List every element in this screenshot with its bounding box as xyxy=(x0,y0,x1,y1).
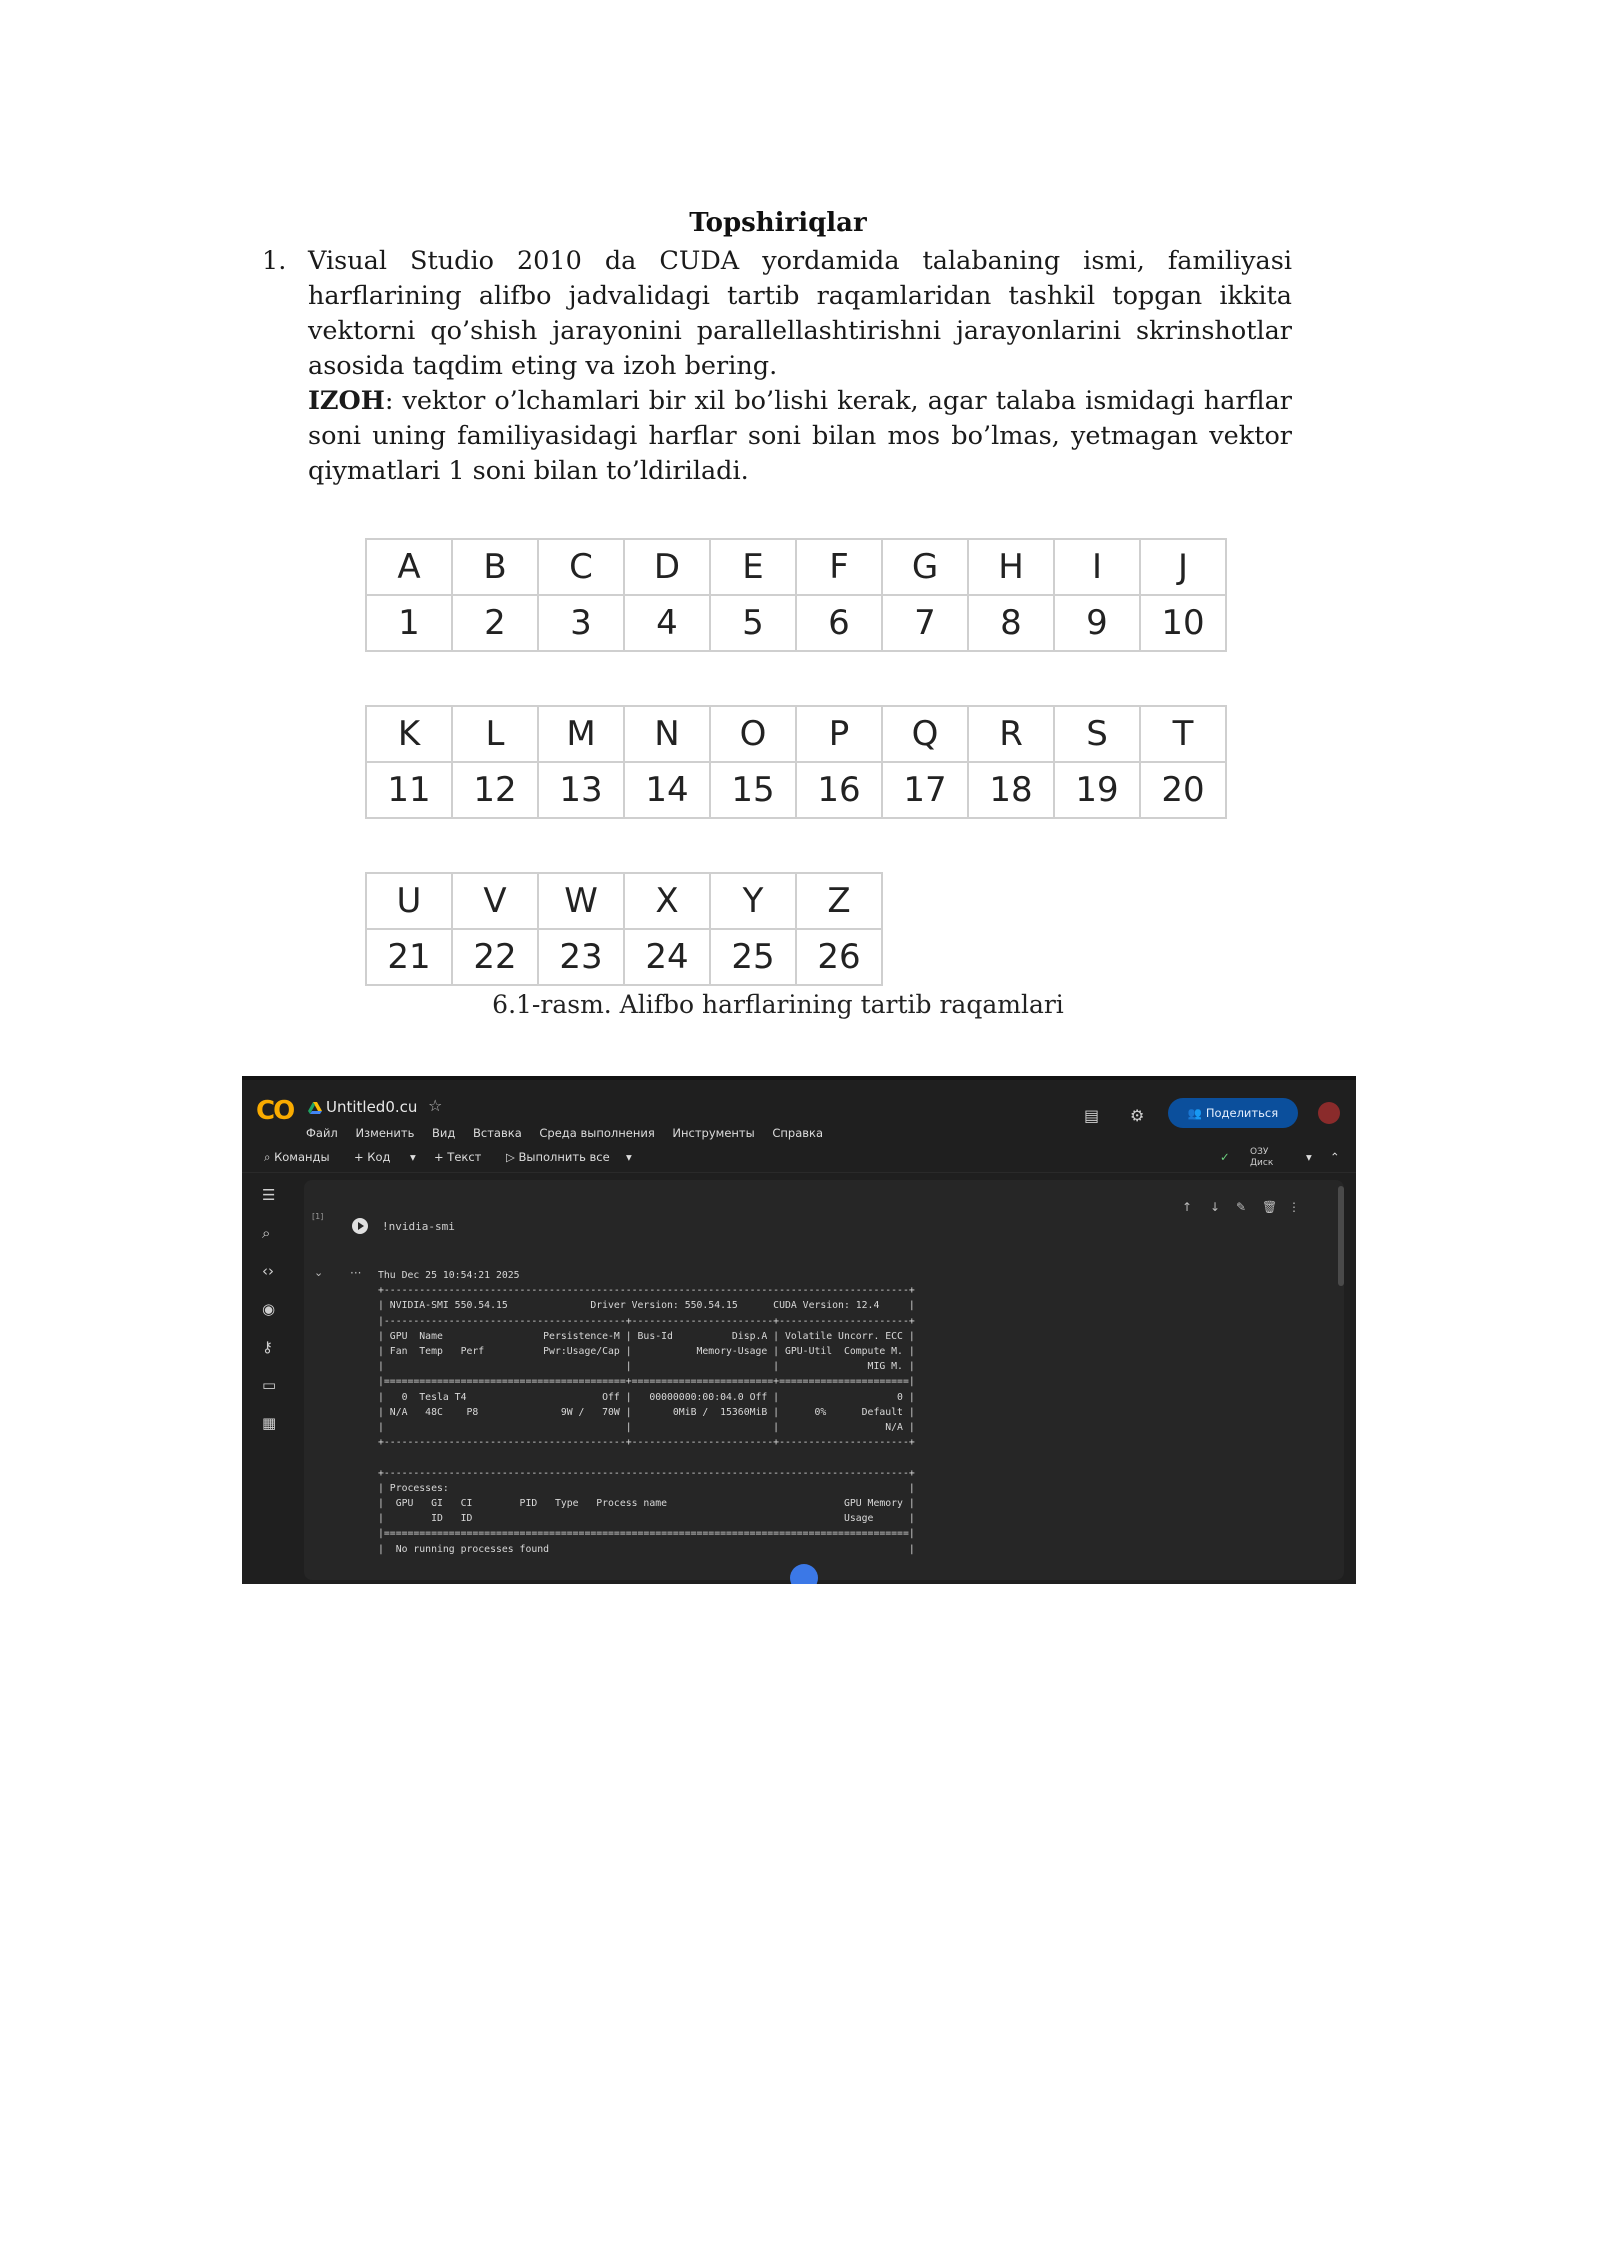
colab-logo[interactable]: CO xyxy=(256,1096,294,1126)
number-cell: 6 xyxy=(796,595,882,651)
number-row xyxy=(366,762,1226,818)
add-code-button[interactable]: + Код xyxy=(354,1150,391,1164)
drive-icon xyxy=(308,1102,322,1114)
commands-button[interactable] xyxy=(264,1150,330,1165)
number-cell: 9 xyxy=(1054,595,1140,651)
resource-indicator[interactable] xyxy=(1250,1147,1273,1169)
left-sidebar xyxy=(242,1176,300,1584)
letter-cell: H xyxy=(968,539,1054,595)
letter-cell: O xyxy=(710,706,796,762)
delete-icon[interactable]: 🗑 xyxy=(1262,1200,1278,1214)
izoh-label: IZOH xyxy=(308,386,385,416)
number-cell: 15 xyxy=(710,762,796,818)
number-cell: 10 xyxy=(1140,595,1226,651)
letter-cell: N xyxy=(624,706,710,762)
izoh-paragraph xyxy=(308,384,1292,489)
task-text: Visual Studio 2010 da CUDA yordamida talabaning ismi, familiyasi harflarining alifbo jadvalidagi tartib raqamlaridan tashkil topgan ikkita vektorni qo’shish jarayonini parallellashtirishni jarayonlarini skrinshotlar asosida taqdim eting va izoh bering. xyxy=(308,246,1292,381)
number-cell: 3 xyxy=(538,595,624,651)
letter-cell: L xyxy=(452,706,538,762)
number-cell: 26 xyxy=(796,929,882,985)
izoh-text: : vektor o’lchamlari bir xil bo’lishi kerak, agar talaba ismidagi harflar soni uning familiyasidagi harflar soni bilan mos bo’lmas, yetmagan vektor qiymatlari 1 soni bilan to’ldiriladi. xyxy=(308,386,1292,486)
run-cell-button[interactable] xyxy=(352,1218,368,1234)
ram-label: ОЗУ xyxy=(1250,1147,1269,1157)
number-cell: 8 xyxy=(968,595,1054,651)
find-icon[interactable]: ⌕ xyxy=(262,1224,271,1242)
chevron-down-icon[interactable]: ▾ xyxy=(1306,1150,1312,1164)
task-item xyxy=(262,244,1292,489)
folder-icon[interactable]: ▭ xyxy=(262,1376,277,1394)
letter-cell: V xyxy=(452,873,538,929)
letter-cell: M xyxy=(538,706,624,762)
colab-screenshot xyxy=(242,1076,1356,1584)
share-button[interactable] xyxy=(1168,1098,1298,1128)
letter-cell: D xyxy=(624,539,710,595)
number-cell: 21 xyxy=(366,929,452,985)
letter-cell: W xyxy=(538,873,624,929)
letter-cell: U xyxy=(366,873,452,929)
alphabet-table-3 xyxy=(365,872,883,986)
letter-cell: Y xyxy=(710,873,796,929)
number-cell: 24 xyxy=(624,929,710,985)
letter-cell: K xyxy=(366,706,452,762)
letter-cell: A xyxy=(366,539,452,595)
notebook-filename[interactable]: Untitled0.cu xyxy=(326,1098,418,1116)
play-icon: ▷ xyxy=(506,1150,519,1164)
arrow-up-icon[interactable]: ↑ xyxy=(1182,1200,1193,1214)
number-cell: 14 xyxy=(624,762,710,818)
gear-icon[interactable]: ⚙ xyxy=(1130,1106,1145,1125)
gemini-icon[interactable] xyxy=(790,1564,818,1584)
menu-view[interactable]: Вид xyxy=(432,1126,456,1140)
table-icon[interactable]: ▦ xyxy=(262,1414,277,1432)
commands-label: Команды xyxy=(274,1150,330,1164)
letter-cell: C xyxy=(538,539,624,595)
variables-icon[interactable]: ◉ xyxy=(262,1300,276,1318)
people-icon: 👥 xyxy=(1187,1106,1206,1120)
cell-code[interactable]: !nvidia-smi xyxy=(382,1220,455,1233)
letter-cell: G xyxy=(882,539,968,595)
execution-count: [1] xyxy=(312,1212,324,1221)
number-cell: 25 xyxy=(710,929,796,985)
letter-cell: Q xyxy=(882,706,968,762)
menu-runtime[interactable]: Среда выполнения xyxy=(539,1126,655,1140)
menu-help[interactable]: Справка xyxy=(772,1126,824,1140)
menu-tools[interactable]: Инструменты xyxy=(672,1126,755,1140)
number-row xyxy=(366,595,1226,651)
number-cell: 1 xyxy=(366,595,452,651)
task-number: 1. xyxy=(262,246,287,276)
chevron-down-icon[interactable]: ▾ xyxy=(410,1150,416,1164)
run-all-button[interactable] xyxy=(506,1150,610,1164)
check-icon: ✓ xyxy=(1220,1150,1230,1164)
letter-cell: S xyxy=(1054,706,1140,762)
menu-edit[interactable]: Изменить xyxy=(355,1126,415,1140)
letter-cell: B xyxy=(452,539,538,595)
menu-insert[interactable]: Вставка xyxy=(473,1126,522,1140)
document-title: Topshiriqlar xyxy=(689,208,867,238)
more-options-icon[interactable]: ⋮ xyxy=(1288,1200,1300,1214)
edit-icon[interactable]: ✎ xyxy=(1236,1200,1247,1214)
secrets-key-icon[interactable]: ⚷ xyxy=(262,1338,273,1356)
arrow-down-icon[interactable]: ↓ xyxy=(1210,1200,1221,1214)
number-cell: 22 xyxy=(452,929,538,985)
collapse-output-icon[interactable]: ⌄ xyxy=(314,1266,324,1279)
letter-cell: F xyxy=(796,539,882,595)
add-text-button[interactable]: + Текст xyxy=(434,1150,482,1164)
number-cell: 23 xyxy=(538,929,624,985)
search-icon: ⌕ xyxy=(264,1150,275,1164)
colab-header xyxy=(242,1076,1356,1142)
number-cell: 11 xyxy=(366,762,452,818)
share-label: Поделиться xyxy=(1205,1106,1279,1120)
run-all-label: Выполнить все xyxy=(518,1150,610,1164)
chevron-up-icon[interactable]: ⌃ xyxy=(1330,1150,1340,1164)
letter-cell: I xyxy=(1054,539,1140,595)
number-cell: 16 xyxy=(796,762,882,818)
alphabet-table-1 xyxy=(365,538,1227,652)
letter-row xyxy=(366,706,1226,762)
number-cell: 2 xyxy=(452,595,538,651)
cell-output: Thu Dec 25 10:54:21 2025 +-----------------------------------------------------------------------------------------+ | NVIDIA-SMI 550.54.15 Driver Version: 550.54.15 CUDA Version: 12.4 | |-----------------------------------------+------------------------+----------------------+ | GPU Name Persistence-M | Bus-Id Disp.A | Volatile Uncorr. ECC | | Fan Temp Perf Pwr:Usage/Cap | Memory-Usage | GPU-Util Compute M. | | | | MIG M. | |=========================================+========================+======================| | 0 Tesla T4 Off | 00000000:00:04.0 Off | 0 | | N/A 48C P8 9W / 70W | 0MiB / 15360MiB | 0% Default | | | | N/A | +-----------------------------------------+------------------------+----------------------+ +-----------------------------------------------------------------------------------------+ | Processes: | | GPU GI CI PID Type Process name GPU Memory | | ID ID Usage | |=========================================================================================| | No running processes found | xyxy=(378,1270,915,1555)
number-cell: 13 xyxy=(538,762,624,818)
number-cell: 7 xyxy=(882,595,968,651)
alphabet-table-2 xyxy=(365,705,1227,819)
letter-cell: P xyxy=(796,706,882,762)
number-row xyxy=(366,929,882,985)
menu-file[interactable]: Файл xyxy=(306,1126,338,1140)
task-body xyxy=(308,244,1292,489)
notebook-toolbar xyxy=(242,1142,1356,1173)
letter-row xyxy=(366,539,1226,595)
toc-icon[interactable]: ☰ xyxy=(262,1186,276,1204)
letter-cell: R xyxy=(968,706,1054,762)
chevron-down-icon[interactable]: ▾ xyxy=(626,1150,632,1164)
scrollbar[interactable] xyxy=(1338,1186,1344,1286)
number-cell: 20 xyxy=(1140,762,1226,818)
number-cell: 4 xyxy=(624,595,710,651)
number-cell: 17 xyxy=(882,762,968,818)
number-cell: 18 xyxy=(968,762,1054,818)
letter-cell: X xyxy=(624,873,710,929)
output-menu-icon[interactable]: ··· xyxy=(350,1266,362,1280)
disk-label: Диск xyxy=(1250,1158,1274,1168)
letter-row xyxy=(366,873,882,929)
letter-cell: Z xyxy=(796,873,882,929)
number-cell: 5 xyxy=(710,595,796,651)
figure-caption: 6.1-rasm. Alifbo harflarining tartib raqamlari xyxy=(492,990,1064,1019)
comments-icon[interactable]: ▤ xyxy=(1084,1106,1100,1125)
number-cell: 19 xyxy=(1054,762,1140,818)
code-snippets-icon[interactable]: ‹› xyxy=(262,1262,274,1280)
avatar[interactable] xyxy=(1318,1102,1340,1124)
letter-cell: E xyxy=(710,539,796,595)
number-cell: 12 xyxy=(452,762,538,818)
star-icon[interactable]: ☆ xyxy=(428,1096,443,1115)
letter-cell: J xyxy=(1140,539,1226,595)
letter-cell: T xyxy=(1140,706,1226,762)
menu-bar xyxy=(306,1126,837,1140)
